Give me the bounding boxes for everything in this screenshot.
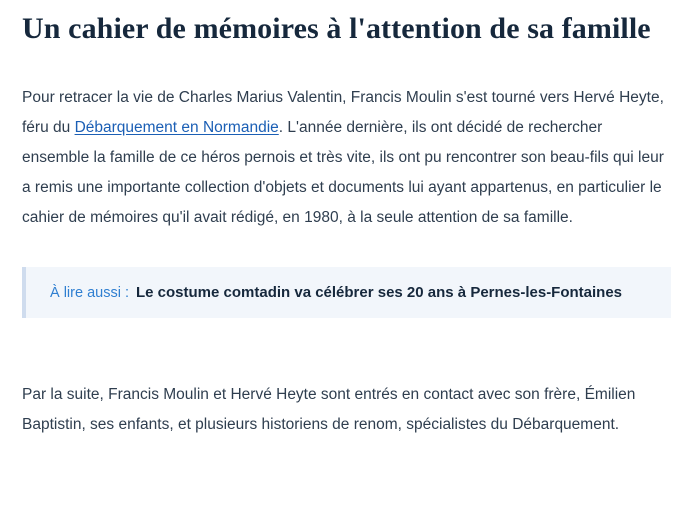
read-also-link[interactable]: Le costume comtadin va célébrer ses 20 ans à Pernes-les-Fontaines bbox=[135, 284, 623, 301]
page-title: Un cahier de mémoires à l'attention de sa famille bbox=[22, 12, 651, 45]
paragraph-1-text-after-link: . L'année dernière, ils ont décidé de rechercher ensemble la famille de ce héros pernois et très vite, ils ont pu rencontrer son beau-fils qui leur a remis une importante collection d'objets et documents lui ayant appartenus, en particulier le cahier de mémoires qu'il avait rédigé, en 1980, à la seule attention de sa famille. bbox=[22, 119, 664, 226]
article-paragraph-1 bbox=[22, 83, 671, 233]
read-also-callout bbox=[22, 267, 671, 318]
read-also-label: À lire aussi : bbox=[50, 285, 129, 301]
debarquement-normandie-link[interactable]: Débarquement en Normandie bbox=[74, 119, 279, 136]
article-paragraph-2: Par la suite, Francis Moulin et Hervé Heyte sont entrés en contact avec son frère, Émilien Baptistin, ses enfants, et plusieurs historiens de renom, spécialistes du Débarquement. bbox=[22, 386, 636, 433]
paragraph-1-text-before-link: Pour retracer la vie de Charles Marius Valentin, Francis Moulin s'est tourné vers Hervé Heyte, féru du bbox=[22, 89, 664, 136]
